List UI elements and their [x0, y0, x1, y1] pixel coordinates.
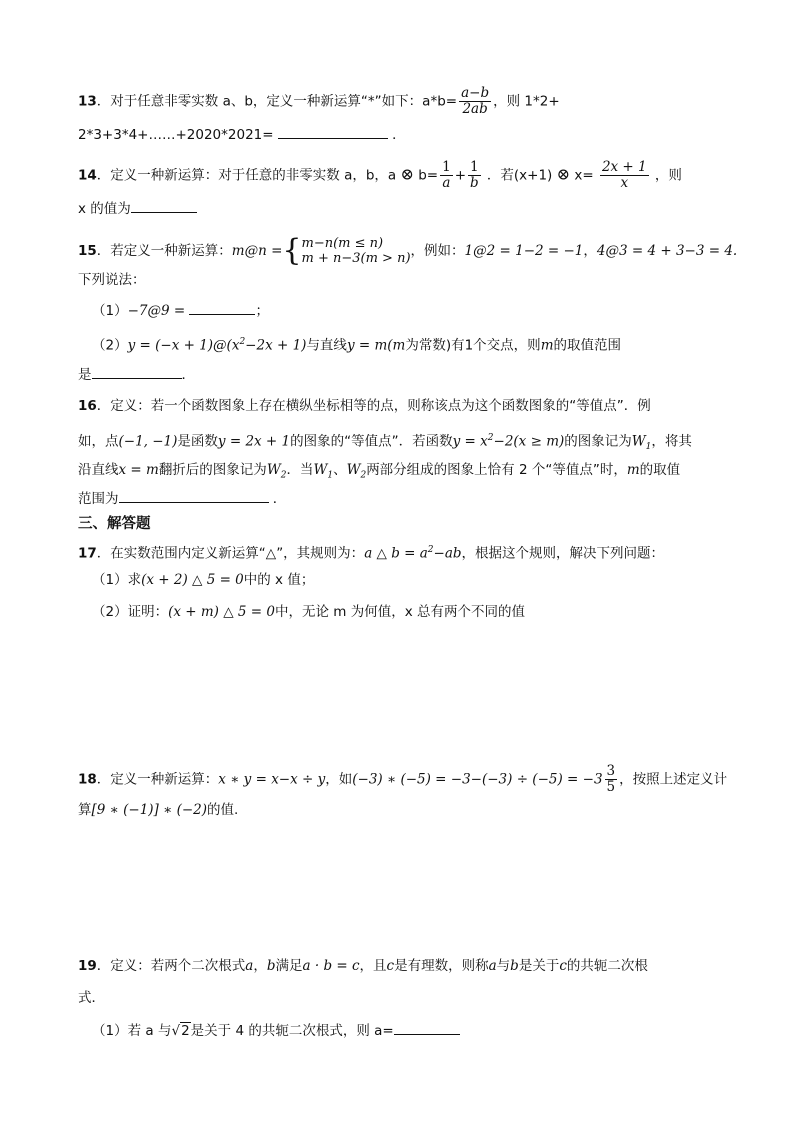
q15-sep: ， [583, 243, 597, 259]
q16-m: m [626, 462, 640, 478]
q16-text6: ，将其 [651, 433, 692, 450]
q19-a: a [245, 958, 254, 974]
q13-answer-blank[interactable] [278, 124, 388, 139]
q15-part1-blank[interactable] [189, 300, 255, 315]
q16-text13: 范围为 [78, 491, 119, 507]
q18-number: 18 [78, 771, 97, 788]
q19-c2: c [559, 958, 567, 974]
q18-text4: 算 [78, 802, 92, 818]
q14-text2: b= [418, 167, 439, 184]
q16-w2-sub: 2 [280, 470, 287, 481]
q15-part2 [92, 332, 621, 356]
q14-text3: ．若(x+1) [486, 167, 553, 184]
q16-text9: ．当 [286, 462, 314, 478]
q17-part2-text: 中，无论 m 为何值，x 总有两个不同的值 [274, 604, 525, 620]
q15-part2-label: （2） [92, 337, 128, 354]
q13-line1 [78, 86, 560, 117]
q15-part2-line2 [78, 364, 195, 385]
q17-text1: ．在实数范围内定义新运算“ [96, 545, 266, 562]
q16-text4: 的图象的“等值点”．若函数 [290, 433, 453, 450]
q16-w1b-sub: 1 [327, 470, 334, 481]
q14-line2 [78, 198, 197, 219]
q19-line1 [78, 956, 648, 976]
q17-text3: ，根据这个规则，解决下列问题： [461, 545, 665, 562]
section3-title: 三、解答题 [78, 516, 151, 532]
q18-frac-top: 3 [606, 763, 616, 779]
q15-sup2: 2 [239, 337, 246, 347]
q17-part1 [92, 570, 314, 590]
q15-part1 [92, 300, 269, 321]
q19-b: b [266, 958, 276, 974]
q18-text3: ，按照上述定义计 [619, 771, 728, 788]
q17-part1-expr: (x + 2) △ 5 = 0 [141, 572, 244, 588]
q16-xm: x = m [118, 462, 159, 478]
q14-text5: ，则 [654, 167, 682, 184]
q13-text3: 2*3+3*4+……+2020*2021= [78, 127, 274, 143]
q14-f1-top: 1 [442, 159, 451, 175]
q16-w2: W [266, 462, 281, 478]
triangle-op-icon: △ [265, 545, 277, 562]
q16-w1b: W [313, 462, 328, 478]
q19-text6: 是关于 [518, 958, 560, 974]
q16-text7: 沿直线 [78, 462, 119, 478]
circled-times-icon: ⊗ [400, 164, 414, 184]
q15-part2-text1: 与直线 [306, 337, 347, 354]
q16-w2b: W [346, 462, 361, 478]
q19-number: 19 [78, 958, 97, 974]
q14-text1: ．定义一种新运算：对于任意的非零实数 a，b，a [96, 167, 397, 184]
q17-part1-text: 中的 x 值； [243, 572, 315, 588]
q17-text2: ”，其规则为： [276, 545, 365, 562]
q16-fn2a: y = x [452, 433, 488, 450]
q18-text1: ．定义一种新运算： [96, 771, 219, 788]
q18-line2 [78, 800, 238, 820]
q19-part1 [92, 1020, 460, 1041]
q14-f1-bottom: a [442, 175, 451, 191]
q19-part1-label: （1）若 a 与 [92, 1023, 172, 1039]
q15-line2 [78, 270, 146, 290]
q17-number: 17 [78, 545, 97, 562]
q18-expr: [9 ∗ (−1)] ∗ (−2) [91, 802, 208, 818]
q19-text1: ．定义：若两个二次根式 [96, 958, 246, 974]
q16-text3: 是函数 [177, 433, 218, 450]
q16-line4 [78, 488, 286, 509]
q19-line2 [78, 988, 105, 1008]
q17-part2-expr: (x + m) △ 5 = 0 [168, 604, 275, 620]
q16-text8: 翻折后的图象记为 [158, 462, 267, 478]
q15-lhs: m@n = [231, 243, 283, 259]
q16-text12: 的取值 [639, 462, 681, 478]
q16-text2: 如，点 [78, 433, 119, 450]
q15-part1-expr: −7@9 = [127, 303, 186, 319]
q16-sup2: 2 [487, 433, 494, 443]
q15-part2-expr2: −2x + 1) [245, 337, 307, 354]
q19-relation: a · b = c [302, 958, 360, 974]
q17-line1 [78, 540, 664, 564]
sqrt-icon: √2 [171, 1023, 190, 1039]
q16-w2b-sub: 2 [360, 470, 367, 481]
q17-part1-label: （1）求 [92, 572, 142, 588]
q16-line3 [78, 460, 680, 486]
q19-a2: a [488, 958, 497, 974]
q19-b2: b [510, 958, 519, 974]
q13-text4: ． [392, 127, 406, 143]
q15-number: 15 [78, 243, 97, 259]
q17-sup2: 2 [427, 545, 434, 555]
q14-fraction1 [440, 160, 453, 191]
q19-comma: ， [253, 958, 267, 974]
q16-fn2b: −2(x ≥ m) [493, 433, 565, 450]
q13-fraction [459, 86, 491, 117]
section-title [78, 514, 151, 534]
q15-line1 [78, 233, 738, 268]
q19-c: c [386, 958, 395, 974]
q15-part1-end: ； [255, 303, 269, 319]
q15-part2-expr3: y = m(m [346, 337, 406, 354]
q18-frac-bottom: 5 [606, 779, 616, 795]
q19-sqrt-value: 2 [181, 1023, 190, 1039]
q16-answer-blank[interactable] [119, 488, 269, 503]
q17-part2-label: （2）证明： [92, 604, 169, 620]
q19-part1-text: 是关于 4 的共轭二次根式，则 a= [190, 1023, 394, 1039]
q15-case2: m + n−3(m > n) [301, 251, 411, 266]
q16-text14: ． [272, 491, 287, 507]
q17-rule2: −ab [433, 545, 462, 562]
q15-part2-text3: 的取值范围 [553, 337, 621, 354]
q16-line2 [78, 428, 692, 457]
q17-rule: a △ b = a [364, 545, 428, 562]
q14-f3-bottom: x [620, 175, 629, 191]
q14-fraction3 [600, 160, 649, 191]
q19-text2: 满足 [275, 958, 303, 974]
q16-w1: W [631, 433, 646, 450]
q16-line1 [78, 396, 651, 416]
q14-answer-blank[interactable] [131, 198, 197, 213]
q15-part2-text2: 为常数)有1个交点，则 [405, 337, 541, 354]
q13-text1: ．对于任意非零实数 a、b，定义一种新运算“*”如下：a*b= [96, 93, 458, 110]
left-brace-icon: { [282, 233, 302, 268]
q18-fraction [605, 764, 618, 795]
q15-text1: ．若定义一种新运算： [96, 243, 232, 259]
q13-number: 13 [78, 93, 97, 110]
q15-cases [302, 236, 411, 266]
q14-plus: + [454, 167, 466, 184]
q15-part2-text4: 是 [78, 367, 92, 383]
q15-part1-label: （1） [92, 303, 128, 319]
q14-number: 14 [78, 167, 97, 184]
q19-text3: ，且 [359, 958, 387, 974]
q14-line1 [78, 160, 682, 191]
circled-times-icon: ⊗ [556, 164, 571, 184]
q16-number: 16 [78, 398, 97, 414]
q14-f2-top: 1 [470, 159, 479, 175]
q18-line1 [78, 764, 727, 795]
q19-text8: 式． [78, 990, 105, 1006]
q15-part2-expr1: y = (−x + 1)@(x [127, 337, 240, 354]
q18-definition: x ∗ y = x−x ÷ y [218, 771, 326, 788]
q16-point: (−1, −1) [118, 433, 178, 450]
q18-text2: ，如 [325, 771, 353, 788]
q15-text2: ，例如： [410, 243, 465, 259]
q13-frac-bottom: 2ab [462, 101, 488, 117]
q19-answer-blank[interactable] [394, 1020, 460, 1035]
q19-text7: 的共轭二次根 [566, 958, 648, 974]
q13-line2 [78, 124, 406, 145]
q16-text10: 、 [333, 462, 347, 478]
q14-f3-top: 2x + 1 [601, 159, 647, 175]
q14-fraction2 [468, 160, 481, 191]
q16-fn1: y = 2x + 1 [217, 433, 291, 450]
q16-text11: 两部分组成的图象上恰有 2 个“等值点”时， [366, 462, 627, 478]
q19-text4: 是有理数，则称 [394, 958, 489, 974]
q18-text5: 的值. [207, 802, 239, 818]
q17-part2 [92, 602, 525, 622]
q19-text5: 与 [496, 958, 511, 974]
q13-frac-top: a−b [461, 85, 490, 101]
q15-example1: 1@2 = 1−2 = −1 [464, 243, 584, 259]
q18-example: (−3) ∗ (−5) = −3−(−3) ÷ (−5) = −3 [352, 771, 603, 788]
q15-case1: m−n(m ≤ n) [301, 236, 384, 251]
q15-part2-blank[interactable] [92, 364, 182, 379]
q16-text1: ．定义：若一个函数图象上存在横纵坐标相等的点，则称该点为这个函数图象的“等值点”．例 [96, 398, 651, 414]
q15-text3: 下列说法： [78, 272, 146, 288]
q16-text5: 的图象记为 [564, 433, 632, 450]
q16-w1-sub: 1 [645, 442, 652, 453]
q13-text2: ，则 1*2+ [493, 93, 560, 110]
q14-f2-bottom: b [469, 175, 479, 191]
q15-example2: 4@3 = 4 + 3−3 = 4. [596, 243, 738, 259]
q15-part2-end: ． [181, 367, 195, 383]
q15-part2-m: m [540, 337, 554, 354]
q14-text6: x 的值为 [78, 201, 131, 217]
q14-text4: x= [574, 167, 594, 184]
